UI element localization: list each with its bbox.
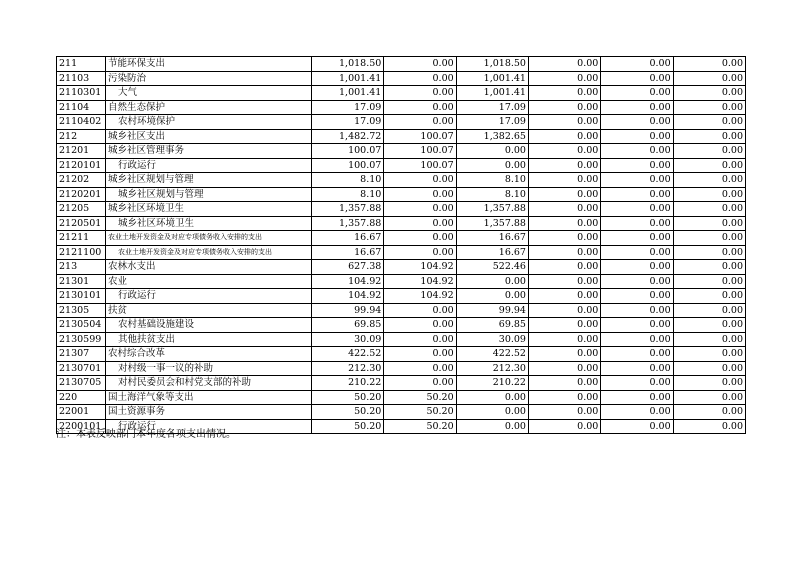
cell-code: 2120101 — [57, 158, 106, 173]
cell-amount: 0.00 — [528, 289, 600, 304]
cell-code: 2130504 — [57, 318, 106, 333]
cell-amount: 0.00 — [673, 289, 745, 304]
cell-amount: 1,018.50 — [312, 57, 384, 72]
cell-code: 2110402 — [57, 115, 106, 130]
cell-amount: 0.00 — [601, 129, 673, 144]
cell-name: 城乡社区管理事务 — [106, 144, 312, 159]
cell-amount: 0.00 — [673, 115, 745, 130]
cell-name: 农林水支出 — [106, 260, 312, 275]
cell-amount: 69.85 — [312, 318, 384, 333]
cell-name: 行政运行 — [106, 158, 312, 173]
cell-amount: 0.00 — [673, 216, 745, 231]
cell-amount: 1,001.41 — [456, 86, 528, 101]
cell-name: 扶贫 — [106, 303, 312, 318]
cell-amount: 0.00 — [528, 57, 600, 72]
cell-amount: 16.67 — [312, 231, 384, 246]
cell-amount: 0.00 — [601, 289, 673, 304]
table-row — [57, 332, 746, 347]
cell-code: 2200101 — [57, 419, 106, 434]
cell-amount: 8.10 — [312, 187, 384, 202]
cell-amount: 0.00 — [528, 332, 600, 347]
cell-amount: 522.46 — [456, 260, 528, 275]
cell-amount: 0.00 — [528, 129, 600, 144]
cell-amount: 1,001.41 — [312, 86, 384, 101]
cell-amount: 0.00 — [601, 231, 673, 246]
cell-amount: 0.00 — [601, 274, 673, 289]
cell-amount: 0.00 — [528, 361, 600, 376]
table-row — [57, 376, 746, 391]
cell-name: 其他扶贫支出 — [106, 332, 312, 347]
cell-amount: 0.00 — [673, 419, 745, 434]
table-row — [57, 347, 746, 362]
cell-amount: 1,357.88 — [312, 202, 384, 217]
cell-amount: 0.00 — [384, 216, 456, 231]
cell-amount: 0.00 — [673, 129, 745, 144]
cell-name: 农业土地开发资金及对应专项债务收入安排的支出 — [106, 245, 312, 260]
cell-amount: 17.09 — [456, 115, 528, 130]
cell-amount: 210.22 — [312, 376, 384, 391]
cell-amount: 0.00 — [384, 100, 456, 115]
cell-name: 国土资源事务 — [106, 405, 312, 420]
cell-amount: 0.00 — [601, 216, 673, 231]
cell-amount: 212.30 — [456, 361, 528, 376]
cell-amount: 0.00 — [601, 361, 673, 376]
cell-amount: 0.00 — [601, 144, 673, 159]
cell-amount: 0.00 — [528, 202, 600, 217]
cell-amount: 0.00 — [601, 390, 673, 405]
cell-amount: 0.00 — [673, 187, 745, 202]
cell-amount: 0.00 — [673, 332, 745, 347]
cell-name: 节能环保支出 — [106, 57, 312, 72]
cell-code: 2120201 — [57, 187, 106, 202]
table-row — [57, 216, 746, 231]
cell-name: 污染防治 — [106, 71, 312, 86]
cell-amount: 0.00 — [601, 57, 673, 72]
cell-amount: 0.00 — [528, 245, 600, 260]
cell-amount: 0.00 — [601, 187, 673, 202]
expenditure-table — [56, 56, 746, 434]
cell-amount: 0.00 — [673, 231, 745, 246]
cell-amount: 0.00 — [601, 202, 673, 217]
cell-amount: 17.09 — [312, 100, 384, 115]
cell-amount: 0.00 — [528, 115, 600, 130]
cell-amount: 0.00 — [528, 405, 600, 420]
cell-amount: 100.07 — [312, 144, 384, 159]
cell-amount: 0.00 — [456, 419, 528, 434]
table-row — [57, 129, 746, 144]
cell-amount: 50.20 — [384, 419, 456, 434]
cell-name: 农村环境保护 — [106, 115, 312, 130]
cell-name: 国土海洋气象等支出 — [106, 390, 312, 405]
cell-code: 21103 — [57, 71, 106, 86]
cell-amount: 422.52 — [312, 347, 384, 362]
cell-name: 城乡社区规划与管理 — [106, 173, 312, 188]
cell-amount: 0.00 — [673, 173, 745, 188]
cell-amount: 16.67 — [456, 245, 528, 260]
cell-code: 213 — [57, 260, 106, 275]
cell-amount: 0.00 — [673, 361, 745, 376]
cell-amount: 0.00 — [528, 303, 600, 318]
cell-amount: 8.10 — [456, 187, 528, 202]
cell-amount: 0.00 — [456, 405, 528, 420]
cell-amount: 100.07 — [384, 144, 456, 159]
cell-name: 农业 — [106, 274, 312, 289]
cell-amount: 0.00 — [528, 260, 600, 275]
cell-amount: 0.00 — [601, 173, 673, 188]
cell-amount: 0.00 — [601, 376, 673, 391]
cell-amount: 1,357.88 — [456, 216, 528, 231]
cell-amount: 0.00 — [673, 390, 745, 405]
table-row — [57, 86, 746, 101]
cell-amount: 0.00 — [673, 202, 745, 217]
cell-amount: 104.92 — [384, 260, 456, 275]
cell-amount: 0.00 — [673, 158, 745, 173]
cell-amount: 100.07 — [312, 158, 384, 173]
cell-code: 2120501 — [57, 216, 106, 231]
cell-amount: 104.92 — [384, 274, 456, 289]
cell-amount: 627.38 — [312, 260, 384, 275]
cell-name: 农村基础设施建设 — [106, 318, 312, 333]
cell-amount: 0.00 — [528, 318, 600, 333]
cell-amount: 104.92 — [312, 289, 384, 304]
cell-amount: 0.00 — [528, 216, 600, 231]
cell-amount: 30.09 — [312, 332, 384, 347]
cell-amount: 0.00 — [601, 100, 673, 115]
cell-amount: 0.00 — [601, 332, 673, 347]
cell-amount: 0.00 — [528, 173, 600, 188]
cell-amount: 100.07 — [384, 129, 456, 144]
cell-amount: 99.94 — [456, 303, 528, 318]
cell-amount: 0.00 — [601, 405, 673, 420]
cell-amount: 0.00 — [601, 260, 673, 275]
cell-amount: 50.20 — [312, 419, 384, 434]
cell-name: 对村级一事一议的补助 — [106, 361, 312, 376]
cell-amount: 1,001.41 — [456, 71, 528, 86]
cell-amount: 1,382.65 — [456, 129, 528, 144]
cell-amount: 50.20 — [384, 390, 456, 405]
cell-amount: 0.00 — [384, 57, 456, 72]
cell-amount: 0.00 — [601, 86, 673, 101]
cell-code: 21211 — [57, 231, 106, 246]
cell-amount: 0.00 — [384, 115, 456, 130]
cell-code: 22001 — [57, 405, 106, 420]
cell-name: 城乡社区支出 — [106, 129, 312, 144]
cell-name: 城乡社区环境卫生 — [106, 216, 312, 231]
table-row — [57, 100, 746, 115]
cell-amount: 50.20 — [384, 405, 456, 420]
cell-amount: 0.00 — [673, 405, 745, 420]
cell-code: 21104 — [57, 100, 106, 115]
table-row — [57, 202, 746, 217]
cell-amount: 0.00 — [384, 332, 456, 347]
cell-amount: 0.00 — [673, 57, 745, 72]
table-row — [57, 289, 746, 304]
cell-amount: 0.00 — [384, 86, 456, 101]
cell-amount: 0.00 — [601, 158, 673, 173]
cell-amount: 0.00 — [384, 318, 456, 333]
cell-code: 2110301 — [57, 86, 106, 101]
cell-amount: 0.00 — [528, 71, 600, 86]
cell-code: 2130101 — [57, 289, 106, 304]
cell-amount: 0.00 — [528, 158, 600, 173]
cell-amount: 1,018.50 — [456, 57, 528, 72]
cell-amount: 0.00 — [673, 303, 745, 318]
table-row — [57, 245, 746, 260]
cell-amount: 0.00 — [673, 86, 745, 101]
cell-amount: 104.92 — [312, 274, 384, 289]
cell-amount: 0.00 — [601, 115, 673, 130]
cell-amount: 0.00 — [601, 318, 673, 333]
cell-name: 对村民委员会和村党支部的补助 — [106, 376, 312, 391]
cell-code: 2130701 — [57, 361, 106, 376]
table-note: 注：本表反映部门本年度各项支出情况。 — [56, 429, 236, 440]
table-row — [57, 158, 746, 173]
cell-amount: 0.00 — [673, 100, 745, 115]
cell-amount: 17.09 — [456, 100, 528, 115]
cell-amount: 16.67 — [312, 245, 384, 260]
cell-amount: 0.00 — [673, 274, 745, 289]
table-row — [57, 173, 746, 188]
cell-amount: 1,357.88 — [456, 202, 528, 217]
cell-amount: 0.00 — [673, 260, 745, 275]
cell-amount: 0.00 — [673, 245, 745, 260]
cell-amount: 0.00 — [384, 303, 456, 318]
table-row — [57, 187, 746, 202]
table-row — [57, 361, 746, 376]
cell-amount: 8.10 — [312, 173, 384, 188]
cell-amount: 104.92 — [384, 289, 456, 304]
cell-amount: 69.85 — [456, 318, 528, 333]
cell-amount: 0.00 — [528, 86, 600, 101]
table-row — [57, 71, 746, 86]
cell-amount: 0.00 — [528, 144, 600, 159]
cell-amount: 0.00 — [384, 202, 456, 217]
cell-code: 2130705 — [57, 376, 106, 391]
cell-amount: 0.00 — [528, 390, 600, 405]
cell-name: 自然生态保护 — [106, 100, 312, 115]
cell-amount: 0.00 — [673, 376, 745, 391]
cell-amount: 0.00 — [601, 419, 673, 434]
cell-amount: 0.00 — [384, 173, 456, 188]
table-row — [57, 57, 746, 72]
table-row — [57, 318, 746, 333]
cell-amount: 17.09 — [312, 115, 384, 130]
cell-name: 行政运行 — [106, 419, 312, 434]
cell-amount: 16.67 — [456, 231, 528, 246]
cell-code: 212 — [57, 129, 106, 144]
cell-amount: 0.00 — [601, 245, 673, 260]
cell-amount: 0.00 — [601, 71, 673, 86]
cell-amount: 0.00 — [673, 71, 745, 86]
table-body — [57, 57, 746, 434]
cell-code: 21305 — [57, 303, 106, 318]
cell-name: 行政运行 — [106, 289, 312, 304]
cell-name: 城乡社区规划与管理 — [106, 187, 312, 202]
cell-amount: 0.00 — [528, 231, 600, 246]
cell-code: 21307 — [57, 347, 106, 362]
cell-code: 21201 — [57, 144, 106, 159]
cell-amount: 0.00 — [456, 289, 528, 304]
table-row — [57, 231, 746, 246]
table-row — [57, 405, 746, 420]
cell-code: 21301 — [57, 274, 106, 289]
cell-amount: 0.00 — [673, 318, 745, 333]
cell-amount: 0.00 — [456, 390, 528, 405]
cell-name: 农村综合改革 — [106, 347, 312, 362]
cell-code: 21202 — [57, 173, 106, 188]
cell-amount: 0.00 — [456, 158, 528, 173]
cell-amount: 0.00 — [384, 245, 456, 260]
table-row — [57, 115, 746, 130]
table-row — [57, 144, 746, 159]
cell-amount: 0.00 — [528, 376, 600, 391]
cell-amount: 0.00 — [384, 187, 456, 202]
cell-amount: 0.00 — [456, 144, 528, 159]
table-row — [57, 303, 746, 318]
table-row — [57, 274, 746, 289]
cell-amount: 0.00 — [673, 347, 745, 362]
cell-amount: 0.00 — [528, 347, 600, 362]
cell-amount: 422.52 — [456, 347, 528, 362]
cell-amount: 210.22 — [456, 376, 528, 391]
cell-code: 21205 — [57, 202, 106, 217]
cell-amount: 0.00 — [384, 347, 456, 362]
cell-code: 220 — [57, 390, 106, 405]
cell-amount: 1,357.88 — [312, 216, 384, 231]
cell-amount: 0.00 — [384, 361, 456, 376]
cell-amount: 0.00 — [528, 419, 600, 434]
cell-amount: 0.00 — [384, 71, 456, 86]
cell-amount: 0.00 — [528, 100, 600, 115]
cell-amount: 30.09 — [456, 332, 528, 347]
cell-name: 农业土地开发资金及对应专项债务收入安排的支出 — [106, 231, 312, 246]
cell-amount: 100.07 — [384, 158, 456, 173]
cell-amount: 8.10 — [456, 173, 528, 188]
table-row — [57, 260, 746, 275]
cell-amount: 212.30 — [312, 361, 384, 376]
cell-code: 2121100 — [57, 245, 106, 260]
cell-amount: 0.00 — [673, 144, 745, 159]
cell-name: 城乡社区环境卫生 — [106, 202, 312, 217]
cell-amount: 0.00 — [601, 347, 673, 362]
cell-amount: 99.94 — [312, 303, 384, 318]
cell-amount: 0.00 — [528, 274, 600, 289]
cell-code: 211 — [57, 57, 106, 72]
cell-amount: 0.00 — [528, 187, 600, 202]
cell-amount: 0.00 — [601, 303, 673, 318]
cell-amount: 1,001.41 — [312, 71, 384, 86]
cell-amount: 0.00 — [384, 231, 456, 246]
table-row — [57, 390, 746, 405]
cell-name: 大气 — [106, 86, 312, 101]
cell-amount: 50.20 — [312, 405, 384, 420]
cell-amount: 50.20 — [312, 390, 384, 405]
cell-amount: 0.00 — [384, 376, 456, 391]
cell-amount: 0.00 — [456, 274, 528, 289]
cell-code: 2130599 — [57, 332, 106, 347]
cell-amount: 1,482.72 — [312, 129, 384, 144]
